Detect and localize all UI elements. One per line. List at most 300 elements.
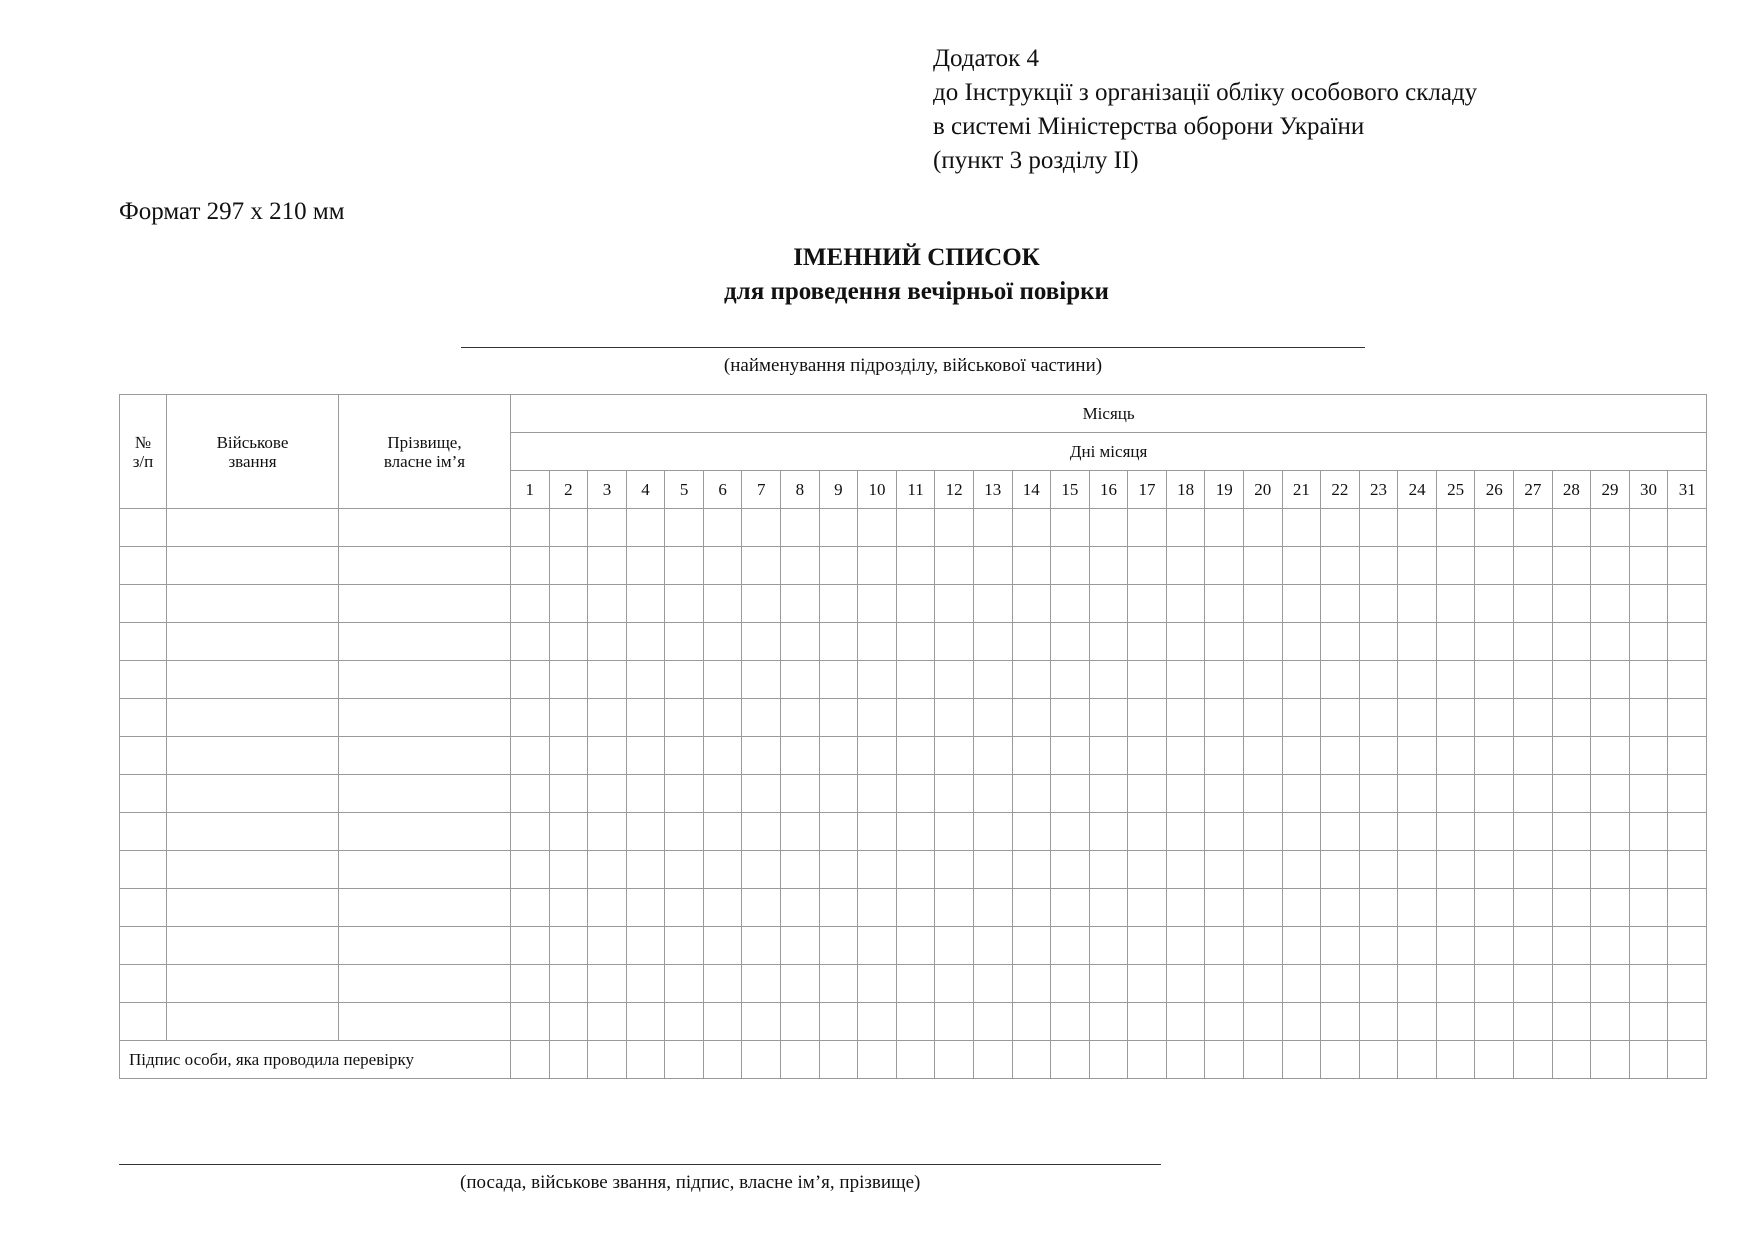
day-check-cell[interactable] — [896, 851, 935, 889]
day-check-cell[interactable] — [1668, 509, 1707, 547]
day-check-cell[interactable] — [1012, 623, 1051, 661]
day-check-cell[interactable] — [935, 889, 974, 927]
day-check-cell[interactable] — [1398, 813, 1437, 851]
day-check-cell[interactable] — [1282, 851, 1321, 889]
day-check-cell[interactable] — [781, 813, 820, 851]
day-check-cell[interactable] — [1359, 965, 1398, 1003]
day-check-cell[interactable] — [1128, 851, 1167, 889]
day-check-cell[interactable] — [742, 775, 781, 813]
day-check-cell[interactable] — [1359, 661, 1398, 699]
day-check-cell[interactable] — [1436, 547, 1475, 585]
day-check-cell[interactable] — [1051, 585, 1090, 623]
day-check-cell[interactable] — [1243, 661, 1282, 699]
day-check-cell[interactable] — [1552, 661, 1591, 699]
day-check-cell[interactable] — [781, 1003, 820, 1041]
name-cell[interactable] — [339, 547, 511, 585]
day-check-cell[interactable] — [1591, 623, 1630, 661]
name-cell[interactable] — [339, 775, 511, 813]
day-check-cell[interactable] — [781, 661, 820, 699]
day-check-cell[interactable] — [703, 889, 742, 927]
day-check-cell[interactable] — [858, 1003, 897, 1041]
day-check-cell[interactable] — [1359, 623, 1398, 661]
day-check-cell[interactable] — [511, 547, 550, 585]
day-check-cell[interactable] — [1282, 661, 1321, 699]
row-number-cell[interactable] — [120, 699, 167, 737]
day-check-cell[interactable] — [819, 965, 858, 1003]
day-check-cell[interactable] — [896, 889, 935, 927]
day-check-cell[interactable] — [1243, 851, 1282, 889]
day-check-cell[interactable] — [935, 965, 974, 1003]
row-number-cell[interactable] — [120, 965, 167, 1003]
day-check-cell[interactable] — [1591, 737, 1630, 775]
day-check-cell[interactable] — [1205, 775, 1244, 813]
day-check-cell[interactable] — [1282, 585, 1321, 623]
day-check-cell[interactable] — [858, 661, 897, 699]
day-check-cell[interactable] — [1321, 775, 1360, 813]
day-check-cell[interactable] — [703, 623, 742, 661]
day-check-cell[interactable] — [973, 623, 1012, 661]
day-check-cell[interactable] — [1552, 585, 1591, 623]
day-check-cell[interactable] — [1398, 1003, 1437, 1041]
day-check-cell[interactable] — [1514, 927, 1553, 965]
day-check-cell[interactable] — [1166, 661, 1205, 699]
day-check-cell[interactable] — [1051, 737, 1090, 775]
day-check-cell[interactable] — [665, 927, 704, 965]
rank-cell[interactable] — [167, 509, 339, 547]
day-check-cell[interactable] — [1205, 851, 1244, 889]
day-check-cell[interactable] — [1205, 1003, 1244, 1041]
day-check-cell[interactable] — [1128, 623, 1167, 661]
day-check-cell[interactable] — [935, 699, 974, 737]
day-check-cell[interactable] — [1436, 661, 1475, 699]
day-check-cell[interactable] — [511, 775, 550, 813]
day-check-cell[interactable] — [1398, 737, 1437, 775]
day-check-cell[interactable] — [1514, 509, 1553, 547]
day-check-cell[interactable] — [1629, 661, 1668, 699]
day-check-cell[interactable] — [665, 965, 704, 1003]
day-check-cell[interactable] — [896, 547, 935, 585]
day-check-cell[interactable] — [1591, 547, 1630, 585]
day-check-cell[interactable] — [1205, 661, 1244, 699]
day-check-cell[interactable] — [1012, 965, 1051, 1003]
day-check-cell[interactable] — [973, 585, 1012, 623]
day-check-cell[interactable] — [1475, 965, 1514, 1003]
day-check-cell[interactable] — [1591, 927, 1630, 965]
day-check-cell[interactable] — [1398, 851, 1437, 889]
day-check-cell[interactable] — [1359, 775, 1398, 813]
day-check-cell[interactable] — [588, 547, 627, 585]
day-check-cell[interactable] — [1243, 889, 1282, 927]
day-check-cell[interactable] — [626, 927, 665, 965]
day-check-cell[interactable] — [1012, 661, 1051, 699]
day-check-cell[interactable] — [511, 889, 550, 927]
day-check-cell[interactable] — [1668, 661, 1707, 699]
row-number-cell[interactable] — [120, 1003, 167, 1041]
day-check-cell[interactable] — [896, 509, 935, 547]
rank-cell[interactable] — [167, 965, 339, 1003]
day-check-cell[interactable] — [511, 623, 550, 661]
day-check-cell[interactable] — [1128, 585, 1167, 623]
day-check-cell[interactable] — [1398, 585, 1437, 623]
day-check-cell[interactable] — [1166, 851, 1205, 889]
day-check-cell[interactable] — [1089, 661, 1128, 699]
day-check-cell[interactable] — [1398, 661, 1437, 699]
day-check-cell[interactable] — [1591, 585, 1630, 623]
rank-cell[interactable] — [167, 623, 339, 661]
day-check-cell[interactable] — [742, 509, 781, 547]
signature-day-cell[interactable] — [1051, 1041, 1090, 1079]
day-check-cell[interactable] — [1398, 623, 1437, 661]
day-check-cell[interactable] — [1321, 889, 1360, 927]
day-check-cell[interactable] — [588, 737, 627, 775]
day-check-cell[interactable] — [626, 889, 665, 927]
day-check-cell[interactable] — [1436, 699, 1475, 737]
name-cell[interactable] — [339, 927, 511, 965]
day-check-cell[interactable] — [1089, 965, 1128, 1003]
day-check-cell[interactable] — [973, 509, 1012, 547]
signature-day-cell[interactable] — [1128, 1041, 1167, 1079]
day-check-cell[interactable] — [1475, 737, 1514, 775]
day-check-cell[interactable] — [1475, 775, 1514, 813]
day-check-cell[interactable] — [819, 699, 858, 737]
name-cell[interactable] — [339, 1003, 511, 1041]
row-number-cell[interactable] — [120, 509, 167, 547]
rank-cell[interactable] — [167, 851, 339, 889]
day-check-cell[interactable] — [742, 813, 781, 851]
day-check-cell[interactable] — [1668, 547, 1707, 585]
day-check-cell[interactable] — [1514, 813, 1553, 851]
day-check-cell[interactable] — [1629, 813, 1668, 851]
day-check-cell[interactable] — [973, 927, 1012, 965]
day-check-cell[interactable] — [1629, 623, 1668, 661]
day-check-cell[interactable] — [819, 661, 858, 699]
day-check-cell[interactable] — [549, 927, 588, 965]
signature-day-cell[interactable] — [665, 1041, 704, 1079]
day-check-cell[interactable] — [1089, 775, 1128, 813]
day-check-cell[interactable] — [819, 737, 858, 775]
day-check-cell[interactable] — [549, 737, 588, 775]
day-check-cell[interactable] — [781, 851, 820, 889]
day-check-cell[interactable] — [1629, 851, 1668, 889]
day-check-cell[interactable] — [1629, 585, 1668, 623]
day-check-cell[interactable] — [1282, 965, 1321, 1003]
day-check-cell[interactable] — [511, 699, 550, 737]
name-cell[interactable] — [339, 661, 511, 699]
day-check-cell[interactable] — [1629, 699, 1668, 737]
day-check-cell[interactable] — [819, 585, 858, 623]
day-check-cell[interactable] — [1012, 927, 1051, 965]
day-check-cell[interactable] — [819, 927, 858, 965]
day-check-cell[interactable] — [588, 851, 627, 889]
day-check-cell[interactable] — [665, 1003, 704, 1041]
day-check-cell[interactable] — [1012, 547, 1051, 585]
day-check-cell[interactable] — [781, 927, 820, 965]
day-check-cell[interactable] — [819, 889, 858, 927]
day-check-cell[interactable] — [1514, 1003, 1553, 1041]
day-check-cell[interactable] — [1321, 623, 1360, 661]
day-check-cell[interactable] — [1475, 623, 1514, 661]
day-check-cell[interactable] — [1243, 585, 1282, 623]
day-check-cell[interactable] — [549, 775, 588, 813]
day-check-cell[interactable] — [626, 813, 665, 851]
row-number-cell[interactable] — [120, 737, 167, 775]
day-check-cell[interactable] — [973, 547, 1012, 585]
day-check-cell[interactable] — [1166, 813, 1205, 851]
signature-day-cell[interactable] — [1668, 1041, 1707, 1079]
row-number-cell[interactable] — [120, 851, 167, 889]
day-check-cell[interactable] — [1436, 585, 1475, 623]
day-check-cell[interactable] — [742, 699, 781, 737]
rank-cell[interactable] — [167, 1003, 339, 1041]
day-check-cell[interactable] — [1475, 851, 1514, 889]
day-check-cell[interactable] — [1359, 547, 1398, 585]
signature-day-cell[interactable] — [1591, 1041, 1630, 1079]
day-check-cell[interactable] — [626, 547, 665, 585]
day-check-cell[interactable] — [1591, 813, 1630, 851]
day-check-cell[interactable] — [1359, 813, 1398, 851]
day-check-cell[interactable] — [1514, 965, 1553, 1003]
day-check-cell[interactable] — [1321, 737, 1360, 775]
signature-day-cell[interactable] — [1321, 1041, 1360, 1079]
day-check-cell[interactable] — [858, 889, 897, 927]
day-check-cell[interactable] — [819, 1003, 858, 1041]
day-check-cell[interactable] — [819, 547, 858, 585]
day-check-cell[interactable] — [703, 927, 742, 965]
day-check-cell[interactable] — [1089, 1003, 1128, 1041]
day-check-cell[interactable] — [1591, 851, 1630, 889]
day-check-cell[interactable] — [1089, 889, 1128, 927]
day-check-cell[interactable] — [1282, 1003, 1321, 1041]
signature-day-cell[interactable] — [549, 1041, 588, 1079]
day-check-cell[interactable] — [1398, 927, 1437, 965]
day-check-cell[interactable] — [1128, 889, 1167, 927]
day-check-cell[interactable] — [935, 813, 974, 851]
day-check-cell[interactable] — [511, 509, 550, 547]
day-check-cell[interactable] — [1514, 661, 1553, 699]
signature-day-cell[interactable] — [819, 1041, 858, 1079]
day-check-cell[interactable] — [1552, 965, 1591, 1003]
day-check-cell[interactable] — [742, 547, 781, 585]
day-check-cell[interactable] — [819, 813, 858, 851]
day-check-cell[interactable] — [1629, 509, 1668, 547]
day-check-cell[interactable] — [1475, 889, 1514, 927]
day-check-cell[interactable] — [935, 509, 974, 547]
day-check-cell[interactable] — [1552, 547, 1591, 585]
day-check-cell[interactable] — [1051, 623, 1090, 661]
day-check-cell[interactable] — [626, 585, 665, 623]
day-check-cell[interactable] — [1629, 547, 1668, 585]
day-check-cell[interactable] — [1089, 585, 1128, 623]
day-check-cell[interactable] — [665, 699, 704, 737]
day-check-cell[interactable] — [1552, 623, 1591, 661]
day-check-cell[interactable] — [1012, 509, 1051, 547]
day-check-cell[interactable] — [1668, 737, 1707, 775]
day-check-cell[interactable] — [858, 927, 897, 965]
signature-day-cell[interactable] — [626, 1041, 665, 1079]
day-check-cell[interactable] — [1282, 813, 1321, 851]
day-check-cell[interactable] — [1514, 737, 1553, 775]
day-check-cell[interactable] — [1205, 585, 1244, 623]
day-check-cell[interactable] — [1243, 775, 1282, 813]
day-check-cell[interactable] — [1051, 509, 1090, 547]
day-check-cell[interactable] — [1282, 509, 1321, 547]
day-check-cell[interactable] — [1552, 775, 1591, 813]
day-check-cell[interactable] — [626, 661, 665, 699]
day-check-cell[interactable] — [1668, 585, 1707, 623]
day-check-cell[interactable] — [1166, 737, 1205, 775]
day-check-cell[interactable] — [665, 585, 704, 623]
day-check-cell[interactable] — [1166, 1003, 1205, 1041]
day-check-cell[interactable] — [1629, 927, 1668, 965]
day-check-cell[interactable] — [1552, 699, 1591, 737]
day-check-cell[interactable] — [1552, 509, 1591, 547]
day-check-cell[interactable] — [1321, 699, 1360, 737]
day-check-cell[interactable] — [1398, 547, 1437, 585]
day-check-cell[interactable] — [1436, 775, 1475, 813]
day-check-cell[interactable] — [1128, 547, 1167, 585]
day-check-cell[interactable] — [1398, 775, 1437, 813]
day-check-cell[interactable] — [626, 851, 665, 889]
day-check-cell[interactable] — [1128, 965, 1167, 1003]
name-cell[interactable] — [339, 889, 511, 927]
signature-day-cell[interactable] — [1398, 1041, 1437, 1079]
day-check-cell[interactable] — [626, 965, 665, 1003]
day-check-cell[interactable] — [1359, 927, 1398, 965]
signature-day-cell[interactable] — [1243, 1041, 1282, 1079]
day-check-cell[interactable] — [1591, 1003, 1630, 1041]
day-check-cell[interactable] — [1243, 927, 1282, 965]
name-cell[interactable] — [339, 737, 511, 775]
day-check-cell[interactable] — [703, 509, 742, 547]
signature-day-cell[interactable] — [858, 1041, 897, 1079]
day-check-cell[interactable] — [1166, 623, 1205, 661]
day-check-cell[interactable] — [703, 1003, 742, 1041]
day-check-cell[interactable] — [1552, 851, 1591, 889]
day-check-cell[interactable] — [1436, 1003, 1475, 1041]
rank-cell[interactable] — [167, 547, 339, 585]
day-check-cell[interactable] — [703, 699, 742, 737]
day-check-cell[interactable] — [1205, 547, 1244, 585]
day-check-cell[interactable] — [703, 851, 742, 889]
day-check-cell[interactable] — [858, 547, 897, 585]
day-check-cell[interactable] — [742, 737, 781, 775]
day-check-cell[interactable] — [1629, 737, 1668, 775]
day-check-cell[interactable] — [1282, 889, 1321, 927]
day-check-cell[interactable] — [626, 737, 665, 775]
day-check-cell[interactable] — [549, 623, 588, 661]
rank-cell[interactable] — [167, 585, 339, 623]
day-check-cell[interactable] — [781, 775, 820, 813]
day-check-cell[interactable] — [1089, 699, 1128, 737]
day-check-cell[interactable] — [1012, 1003, 1051, 1041]
day-check-cell[interactable] — [1166, 965, 1205, 1003]
day-check-cell[interactable] — [1166, 585, 1205, 623]
day-check-cell[interactable] — [1012, 889, 1051, 927]
day-check-cell[interactable] — [858, 775, 897, 813]
day-check-cell[interactable] — [781, 547, 820, 585]
day-check-cell[interactable] — [858, 509, 897, 547]
day-check-cell[interactable] — [665, 547, 704, 585]
signature-day-cell[interactable] — [1514, 1041, 1553, 1079]
day-check-cell[interactable] — [1514, 889, 1553, 927]
day-check-cell[interactable] — [665, 661, 704, 699]
day-check-cell[interactable] — [665, 851, 704, 889]
day-check-cell[interactable] — [1436, 509, 1475, 547]
day-check-cell[interactable] — [1552, 813, 1591, 851]
day-check-cell[interactable] — [1051, 1003, 1090, 1041]
day-check-cell[interactable] — [1668, 1003, 1707, 1041]
signature-day-cell[interactable] — [973, 1041, 1012, 1079]
day-check-cell[interactable] — [973, 813, 1012, 851]
day-check-cell[interactable] — [1166, 775, 1205, 813]
day-check-cell[interactable] — [781, 585, 820, 623]
day-check-cell[interactable] — [1552, 1003, 1591, 1041]
day-check-cell[interactable] — [1051, 813, 1090, 851]
day-check-cell[interactable] — [1436, 889, 1475, 927]
day-check-cell[interactable] — [1359, 889, 1398, 927]
signature-day-cell[interactable] — [703, 1041, 742, 1079]
day-check-cell[interactable] — [1128, 737, 1167, 775]
day-check-cell[interactable] — [935, 851, 974, 889]
day-check-cell[interactable] — [973, 661, 1012, 699]
row-number-cell[interactable] — [120, 813, 167, 851]
name-cell[interactable] — [339, 623, 511, 661]
day-check-cell[interactable] — [1436, 737, 1475, 775]
day-check-cell[interactable] — [1205, 623, 1244, 661]
day-check-cell[interactable] — [549, 889, 588, 927]
day-check-cell[interactable] — [1514, 585, 1553, 623]
unit-name-field[interactable] — [461, 347, 1365, 348]
day-check-cell[interactable] — [703, 813, 742, 851]
day-check-cell[interactable] — [1629, 775, 1668, 813]
day-check-cell[interactable] — [1051, 699, 1090, 737]
day-check-cell[interactable] — [935, 547, 974, 585]
day-check-cell[interactable] — [973, 1003, 1012, 1041]
row-number-cell[interactable] — [120, 775, 167, 813]
day-check-cell[interactable] — [549, 547, 588, 585]
day-check-cell[interactable] — [1398, 509, 1437, 547]
day-check-cell[interactable] — [742, 623, 781, 661]
day-check-cell[interactable] — [858, 737, 897, 775]
day-check-cell[interactable] — [665, 889, 704, 927]
day-check-cell[interactable] — [1051, 889, 1090, 927]
day-check-cell[interactable] — [935, 661, 974, 699]
day-check-cell[interactable] — [1321, 585, 1360, 623]
day-check-cell[interactable] — [1128, 699, 1167, 737]
signature-day-cell[interactable] — [781, 1041, 820, 1079]
day-check-cell[interactable] — [549, 851, 588, 889]
day-check-cell[interactable] — [549, 509, 588, 547]
day-check-cell[interactable] — [973, 851, 1012, 889]
day-check-cell[interactable] — [896, 775, 935, 813]
rank-cell[interactable] — [167, 813, 339, 851]
day-check-cell[interactable] — [1012, 851, 1051, 889]
day-check-cell[interactable] — [626, 699, 665, 737]
rank-cell[interactable] — [167, 737, 339, 775]
day-check-cell[interactable] — [896, 813, 935, 851]
day-check-cell[interactable] — [1051, 547, 1090, 585]
day-check-cell[interactable] — [1629, 965, 1668, 1003]
day-check-cell[interactable] — [1591, 965, 1630, 1003]
day-check-cell[interactable] — [1166, 889, 1205, 927]
day-check-cell[interactable] — [1359, 737, 1398, 775]
day-check-cell[interactable] — [973, 965, 1012, 1003]
signature-day-cell[interactable] — [1436, 1041, 1475, 1079]
day-check-cell[interactable] — [896, 699, 935, 737]
day-check-cell[interactable] — [1591, 699, 1630, 737]
day-check-cell[interactable] — [1282, 547, 1321, 585]
day-check-cell[interactable] — [1475, 1003, 1514, 1041]
